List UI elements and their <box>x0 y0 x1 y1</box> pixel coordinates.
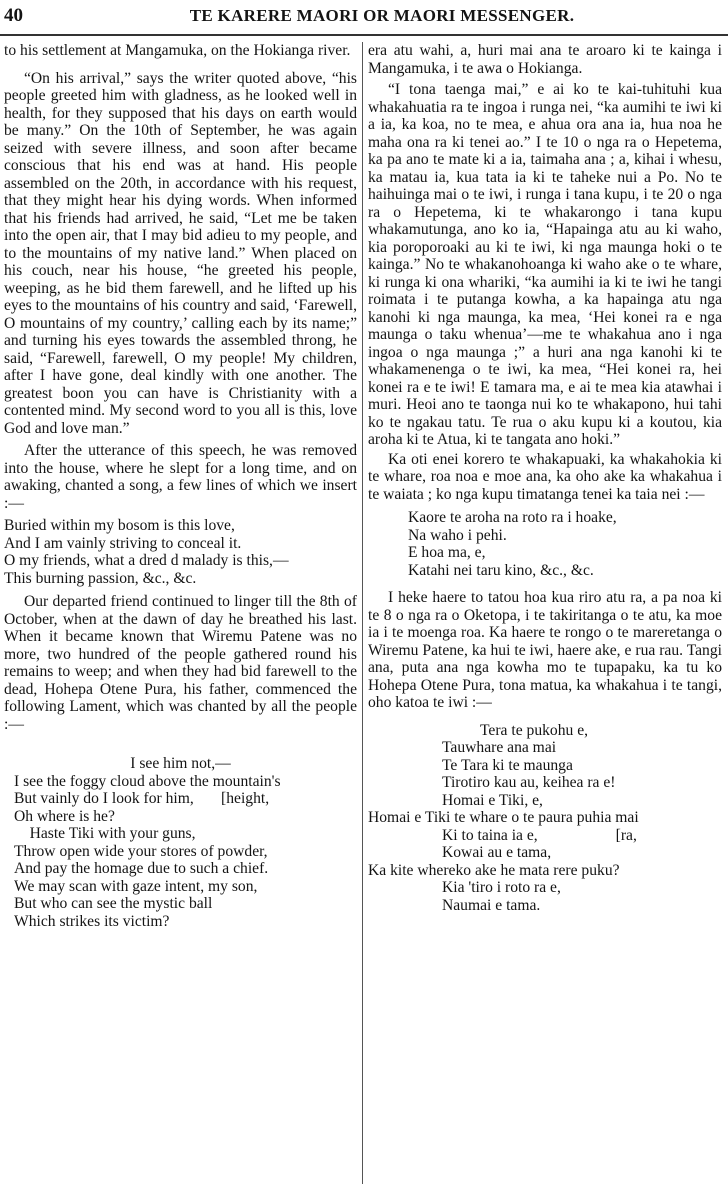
right-verse-1 <box>368 509 722 579</box>
left-paragraph-1: to his settlement at Mangamuka, on the Hokianga river. <box>4 42 351 59</box>
verse-line: But vainly do I look for him, [height, <box>14 790 270 807</box>
column-divider <box>362 42 363 1184</box>
verse-line: Throw open wide your stores of powder, <box>14 842 268 860</box>
verse-line: This burning passion, &c., &c. <box>4 569 197 587</box>
verse-line: Te Tara ki te maunga <box>442 756 573 774</box>
verse-title: I see him not,— <box>130 755 231 772</box>
verse-line: Homai e Tiki, e, <box>442 791 543 809</box>
right-paragraph-2: “I tona taenga mai,” e ai ko te kai-tuhituhi kua whakahuatia ra te ingoa i runga nei, “ka aumihi te iwi ki a ia, ka koa, no te mea, e ahua ora ana ia, hua noa he maha ona ra ki tenei ao.” I te 10 o nga ra o Hepetema, ka pa ano te mate ki a ia, taimaha ana ; a, kihai i whesu, ka matau ia, kua tata ia ki te taheke nui a Po. No te haihuinga mai o te iwi, i runga i tana kupu, i te 20 o nga ra o Hepetema, ki te whakarongo i tana kupu whakamutunga, ano ko ia, “Hapainga atu au ki waho, kia poroporoaki au ki te iwi, ki nga maunga hoki o te kainga.” No te whakanohoanga ki waho ake o te whare, ki runga ki ona whariki, “ka aumihi ia ki te iwi he tangi roimata i te putanga kowha, a ka hapainga atu nga kanohi ki nga maunga, ka mea, ‘Hei konei ra e nga maunga o taku whenua’—me te whakahua ano i nga ingoa o nga maunga ;” a huri ana nga kanohi ki te whakamenenga o te iwi, ka mea, “Hei konei ra, hei konei ra e te iwi! E tamara ma, e ai te mea kia atawhai i muri. Heoi ano te taonga nui ko te whakapono, hui tahi ko te ngakau tatu. Te rua o aku kupu ki a koutou, kia aroha ki te Atua, ki te tangata ano hoki.” <box>368 81 722 448</box>
verse-line: Kia 'tiro i roto ra e, <box>442 879 561 896</box>
verse-line: Tera te pukohu e, <box>480 721 589 739</box>
verse-line: Buried within my bosom is this love, <box>4 517 235 534</box>
verse-line: Tauwhare ana mai <box>442 739 557 756</box>
verse-line: We may scan with gaze intent, my son, <box>14 877 258 895</box>
verse-line: Ki to taina ia e, [ra, <box>442 826 637 844</box>
left-paragraph-3: After the utterance of this speech, he was removed into the house, where he slept for a long time, and on awaking, chanted a song, a few lines of which we insert :— <box>4 442 357 512</box>
verse-line: Which strikes its victim? <box>14 912 170 930</box>
left-verse-2 <box>4 755 357 930</box>
verse-line: Na waho i pehi. <box>408 526 507 544</box>
verse-line: And I am vainly striving to conceal it. <box>4 534 242 552</box>
verse-line: But who can see the mystic ball <box>14 895 213 912</box>
right-paragraph-4: I heke haere to tatou hoa kua riro atu ra, a pa noa ki te 8 o nga ra o Oketopa, i te takiritanga o te atu, ka moe ia i te moenga roa. Ka haere te rongo o te mareretanga o Wiremu Patene, ka hui te iwi, haere ake, e rua rau. Tangi ana, puta ana nga kowha mo te tupapaku, ka tu ko Hohepa Otene Pura, tona matua, ka whakahua i te tangi, oho katoa te iwi :— <box>368 589 722 711</box>
verse-line: O my friends, what a dred d malady is this,— <box>4 552 289 569</box>
verse-line: And pay the homage due to such a chief. <box>14 860 269 877</box>
header-rule <box>0 34 728 36</box>
verse-line: Haste Tiki with your guns, <box>14 825 196 842</box>
verse-line: Tirotiro kau au, keihea ra e! <box>442 774 616 791</box>
running-title: TE KARERE MAORI OR MAORI MESSENGER. <box>189 6 575 25</box>
right-paragraph-3: Ka oti enei korero te whakapuaki, ka whakahokia ki te whare, roa noa e moe ana, ka oho ake ka whakahua i te waiata ; ko nga kupu timatanga tenei ka taia nei :— <box>368 450 722 503</box>
verse-line: Oh where is he? <box>14 807 115 825</box>
left-paragraph-2: “On his arrival,” says the writer quoted above, “his people greeted him with gladness, as he looked well in health, for they supposed that his days on earth would be many.” On the 10th of September, he was again seized with severe illness, and soon after became conscious that his end was at hand. His people assembled on the 20th, in accordance with his request, that they might hear his dying words. When informed that his friends had arrived, he said, “Let me be taken into the open air, that I may bid adieu to my people, and to the mountains of my native land.” When placed on his couch, near his house, “he greeted his people, weeping, as he bid them farewell, and he lifted up his eyes to the mountains of his country and said, ‘Farewell, O mountains of my country,’ calling each by its name;” and turning his eyes towards the assembled throng, he said, “Farewell, farewell, O my people! My children, after I have gone, deal kindly with one another. The greatest boon you can have is Christianity with a contented mind. My second word to you all is this, love God and love man.” <box>4 69 357 437</box>
verse-line: Kaore te aroha na roto ra i hoake, <box>408 509 617 526</box>
left-verse-1 <box>4 517 357 587</box>
verse-line: Naumai e tama. <box>442 896 541 914</box>
left-paragraph-4: Our departed friend continued to linger till the 8th of October, when at the dawn of day he breathed his last. When it became known that Wiremu Patene was no more, two hundred of the people gathered round his remains to weep; and when they had bid farewell to the dead, Hohepa Otene Pura, his father, commenced the following Lament, which was chanted by all the people :— <box>4 593 357 733</box>
page-number: 40 <box>4 5 23 26</box>
verse-line: I see the foggy cloud above the mountain's <box>14 772 281 790</box>
left-column <box>4 42 357 930</box>
verse-line: E hoa ma, e, <box>408 544 486 561</box>
right-verse-2 <box>368 722 722 915</box>
right-paragraph-1: era atu wahi, a, huri mai ana te aroaro ki te kainga i Mangamuka, i te awa o Hokianga. <box>368 42 722 77</box>
right-column <box>368 42 722 914</box>
verse-line: Homai e Tiki te whare o te paura puhia mai <box>368 809 639 826</box>
verse-line: Ka kite whereko ake he mata rere puku? <box>368 861 620 879</box>
verse-line: Katahi nei taru kino, &c., &c. <box>408 561 594 579</box>
verse-line: Kowai au e tama, <box>442 844 552 861</box>
